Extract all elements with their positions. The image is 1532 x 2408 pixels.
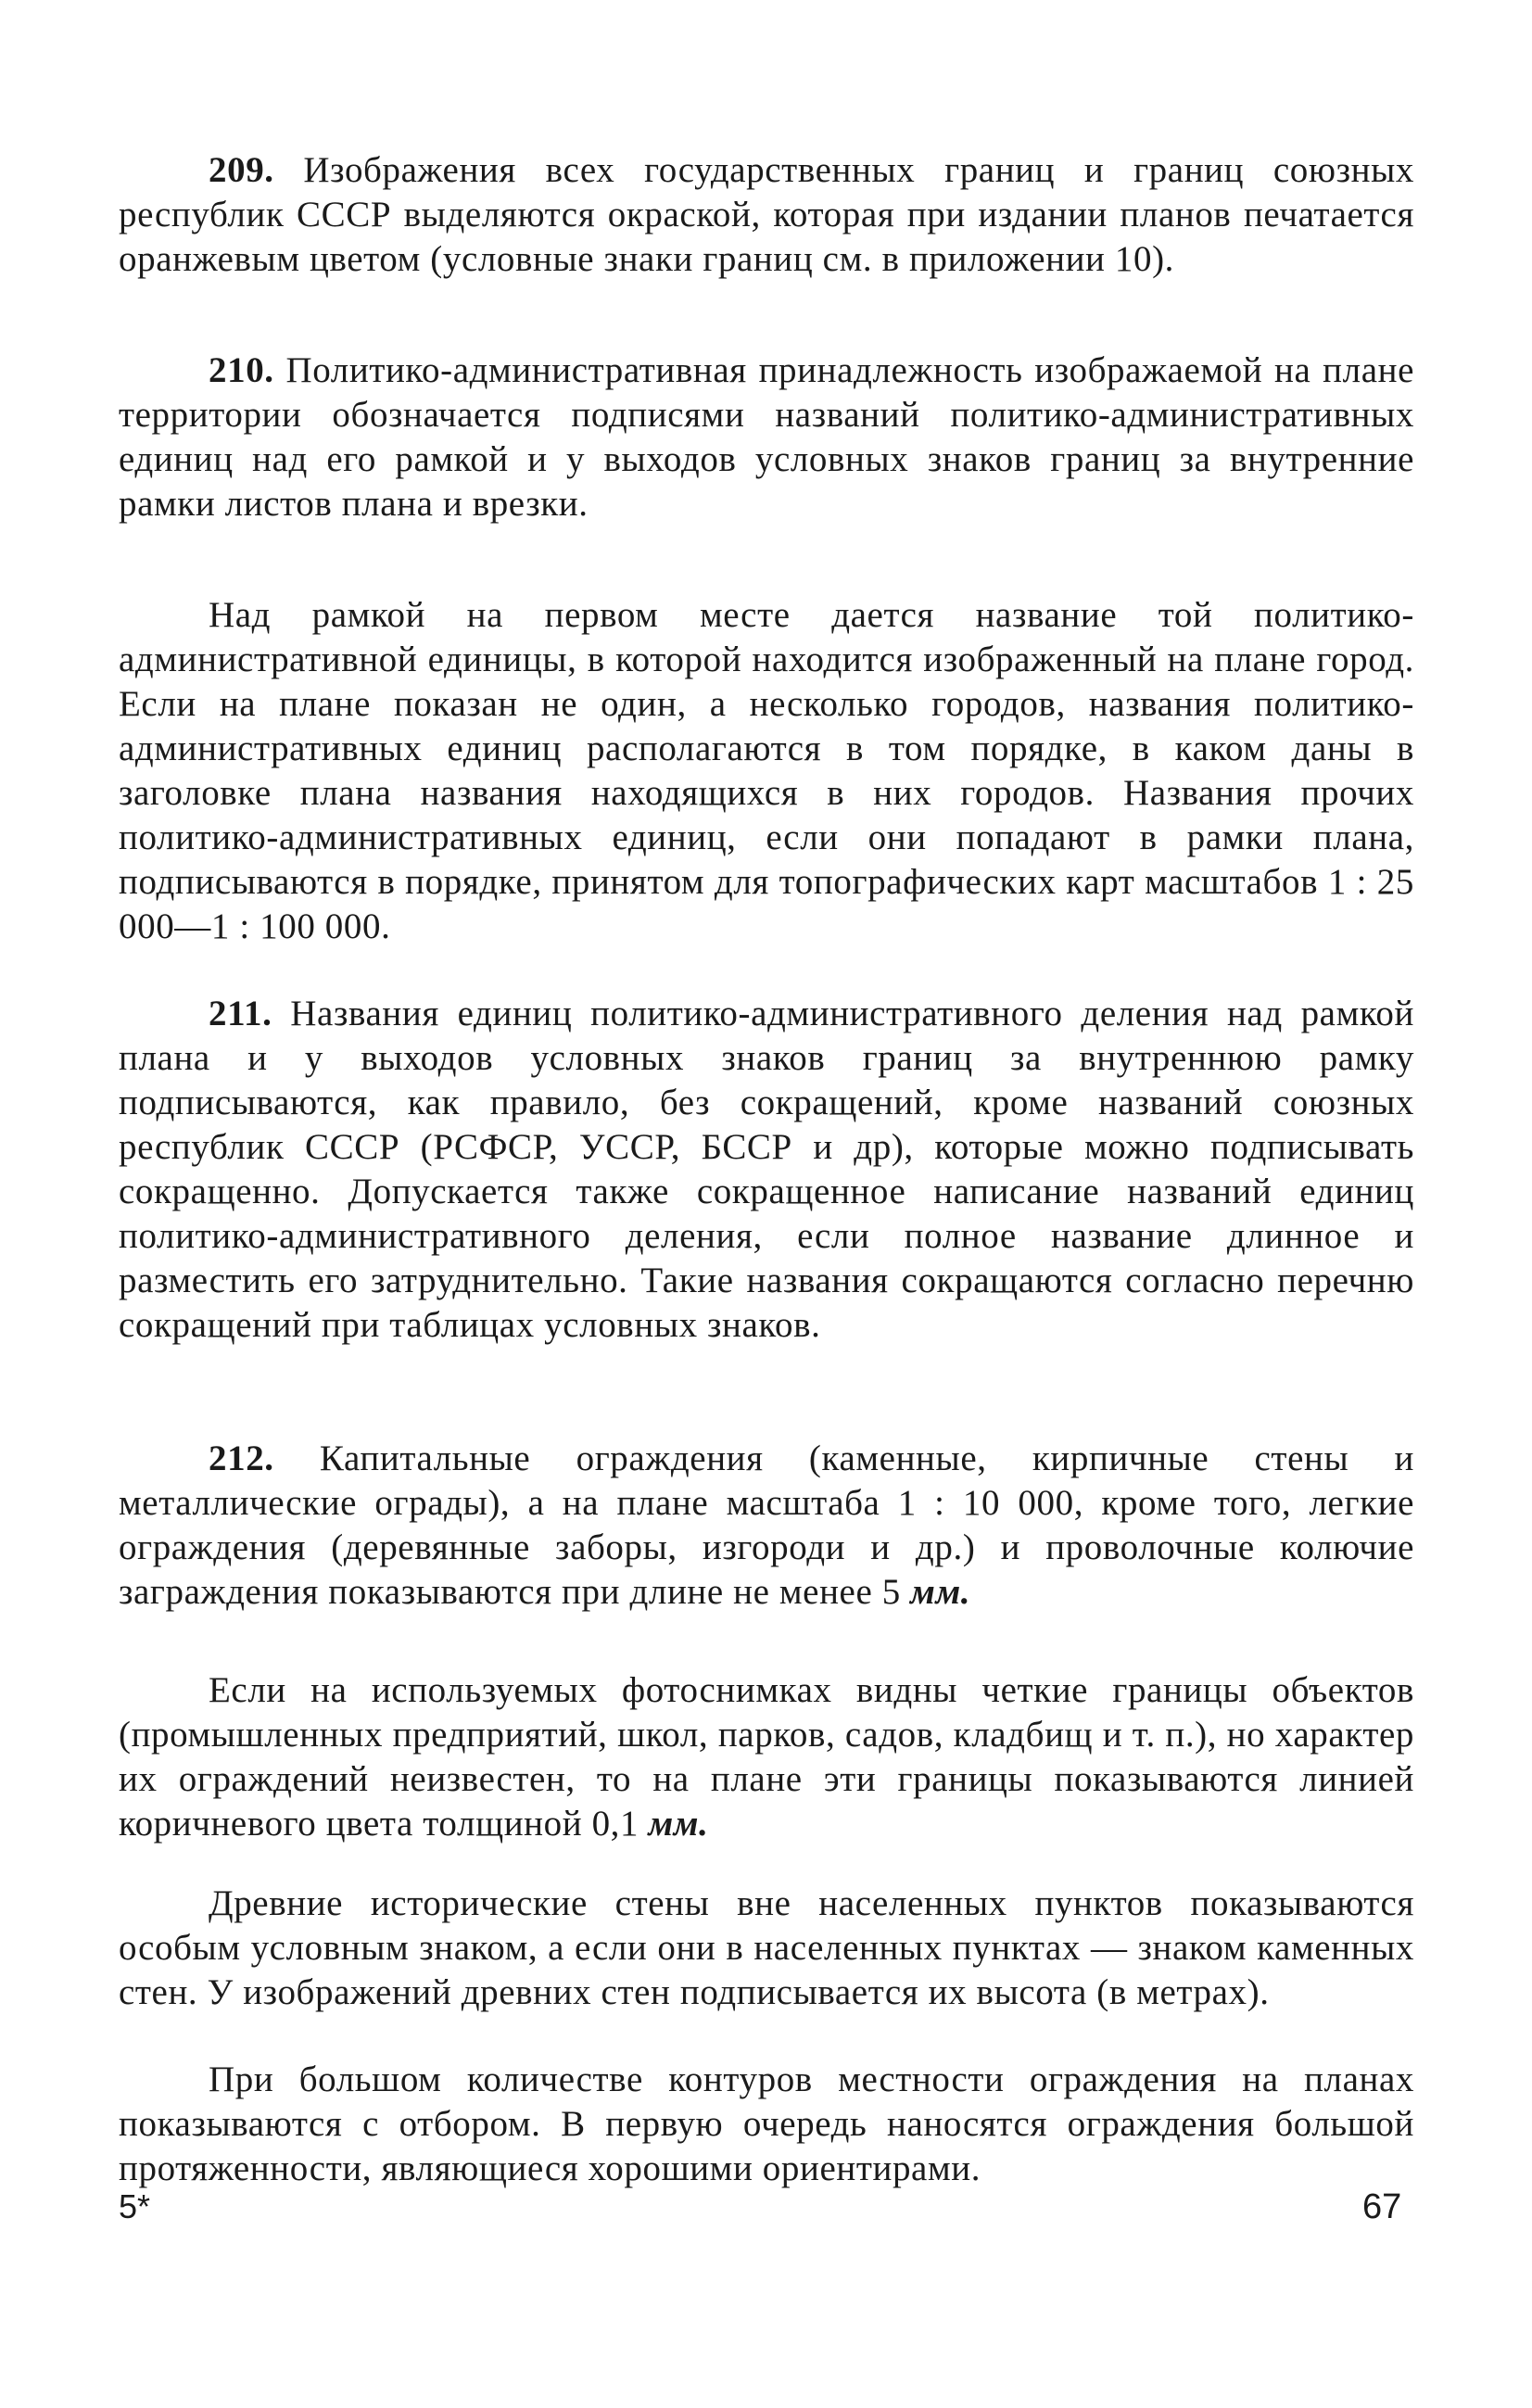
paragraph-text: Над рамкой на первом месте дается название той политико-административной единицы, в которой находится изображенный на плане город. Если на плане показан не один, а несколько городов, названия политико-административных единиц располагаются в том порядке, в каком даны в заголовке плана названия находящихся в них городов. Названия прочих политико-административных единиц, если они попадают в рамки плана, подписываются в порядке, принятом для топографических карт масштабов 1 : 25 000—1 : 100 000. <box>119 595 1414 946</box>
paragraph-text: Если на используемых фотоснимках видны четкие границы объектов (промышленных предприятий, школ, парков, садов, кладбищ и т. п.), но характер их ограждений неизвестен, то на плане эти границы показываются линией коричневого цвета толщиной 0,1 <box>119 1670 1414 1844</box>
printer-signature: 5* <box>119 2187 151 2225</box>
paragraph-212 <box>119 1437 1414 1615</box>
paragraph-210 <box>119 349 1414 526</box>
paragraph-text: При большом количестве контуров местности ограждения на планах показываются с отбором. В первую очередь наносятся ограждения большой протяженности, являющиеся хорошими ориентирами. <box>119 2059 1414 2188</box>
paragraph-209 <box>119 148 1414 282</box>
paragraph-text: Древние исторические стены вне населенных пунктов показываются особым условным знаком, а если они в населенных пунктах — знаком каменных стен. У изображений древних стен подписывается их высота (в метрах). <box>119 1883 1414 2012</box>
paragraph-text: Изображения всех государственных границ и границ союзных республик СССР выделяются окраской, которая при издании планов печатается оранжевым цветом (условные знаки границ см. в приложении 10). <box>119 150 1414 279</box>
paragraph-212-ancient-walls <box>119 1882 1414 2015</box>
paragraph-number: 210. <box>209 350 274 390</box>
paragraph-212-selection <box>119 2058 1414 2191</box>
paragraph-number: 212. <box>209 1438 274 1478</box>
paragraph-number: 209. <box>209 150 274 190</box>
unit-label: мм. <box>648 1804 709 1844</box>
paragraph-212-photos <box>119 1668 1414 1846</box>
paragraph-210-continued <box>119 593 1414 949</box>
paragraph-text: Капитальные ограждения (каменные, кирпичные стены и металлические ограды), а на плане масштаба 1 : 10 000, кроме того, легкие ограждения (деревянные заборы, изгороди и др.) и проволочные колючие заграждения показываются при длине не менее 5 <box>119 1438 1414 1612</box>
paragraph-number: 211. <box>209 994 272 1033</box>
paragraph-211 <box>119 992 1414 1348</box>
paragraph-text: Названия единиц политико-административного деления над рамкой плана и у выходов условных знаков границ за внутреннюю рамку подписываются, как правило, без сокращений, кроме названий союзных республик СССР (РСФСР, УССР, БССР и др), которые можно подписывать сокращенно. Допускается также сокращенное написание названий единиц политико-административного деления, если полное название длинное и разместить его затруднительно. Такие названия сокращаются согласно перечню сокращений при таблицах условных знаков. <box>119 994 1414 1345</box>
unit-label: мм. <box>910 1572 971 1612</box>
page-number: 67 <box>1362 2187 1402 2226</box>
paragraph-text: Политико-административная принадлежность изображаемой на плане территории обозначается подписями названий политико-административных единиц над его рамкой и у выходов условных знаков границ за внутренние рамки листов плана и врезки. <box>119 350 1414 524</box>
